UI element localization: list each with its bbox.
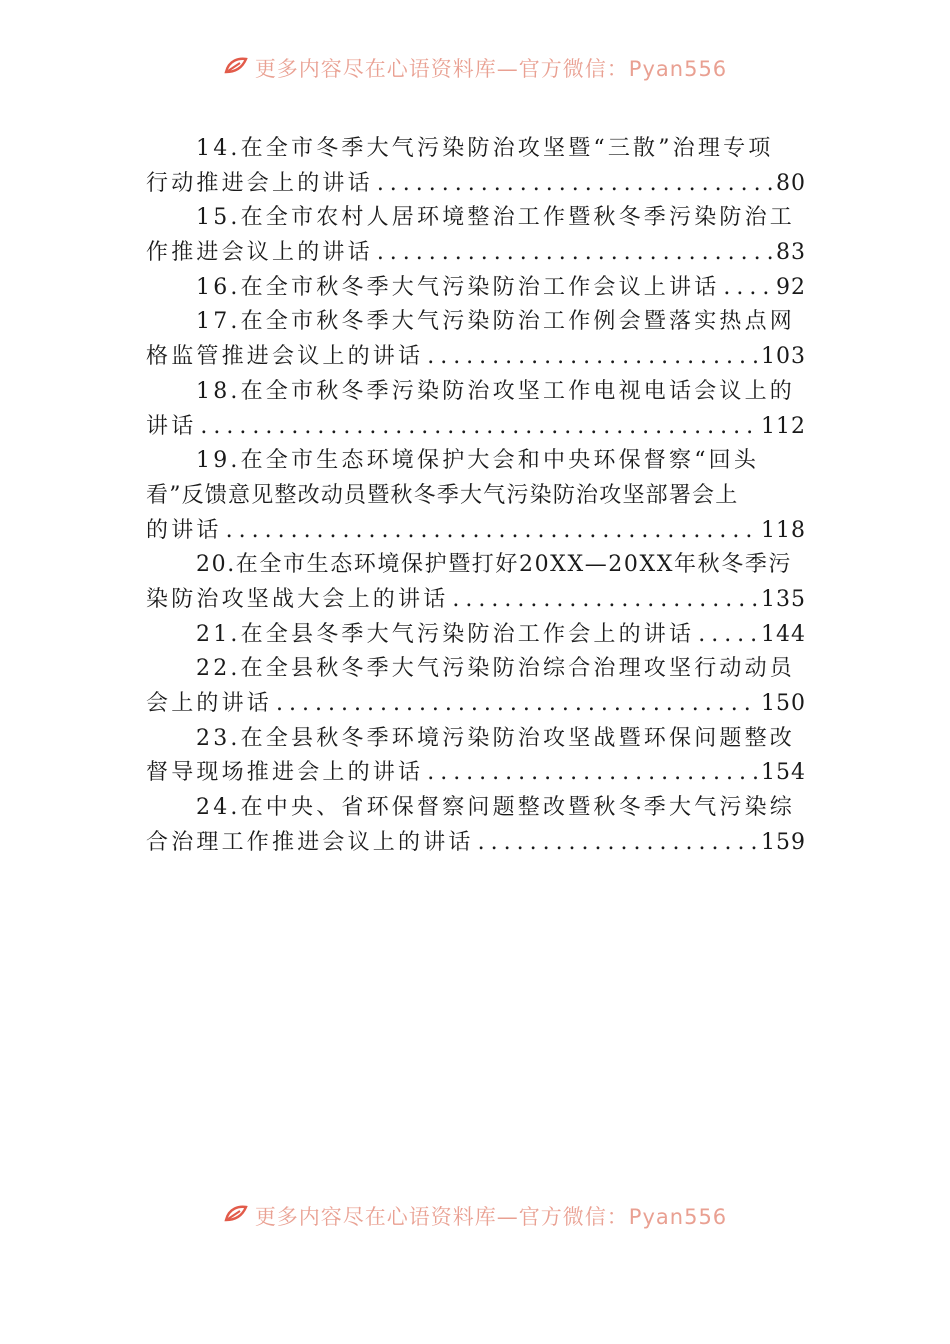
dot-leader [200,410,757,445]
dot-leader [226,514,757,549]
toc-entry-title-cont: 会上的讲话 [146,691,273,716]
toc-entry-title-middle: 看”反馈意见整改动员暨秋冬季大气污染防治攻坚部署会上 [146,482,739,508]
toc-entry-title: 16.在全市秋冬季大气污染防治工作会议上讲话 [196,274,720,300]
toc-entry-title-cont: 讲话 [146,413,197,439]
watermark-footer [0,1200,950,1240]
toc-entry-title-cont: 的讲话 [146,517,222,543]
dot-leader [698,618,757,653]
toc-entry-title: 17.在全市秋冬季大气污染防治工作例会暨落实热点网 [196,309,795,335]
dot-leader [427,756,757,791]
toc-entry-14[interactable] [146,132,806,201]
toc-entry-23[interactable] [146,722,806,791]
toc-page-number: 154 [761,760,806,786]
toc-entry-15[interactable] [146,201,806,270]
toc-entry-title: 18.在全市秋冬季污染防治攻坚工作电视电话会议上的 [196,378,795,404]
toc-entry-17[interactable] [146,305,806,374]
toc-entry-24[interactable] [146,791,806,860]
toc-page-number: 150 [761,691,806,716]
toc-entry-title: 15.在全市农村人居环境整治工作暨秋冬季污染防治工 [196,205,795,231]
toc-page-number: 92 [776,274,806,300]
toc-entry-title: 21.在全县冬季大气污染防治工作会上的讲话 [196,621,695,647]
toc-entry-title-cont: 染防治攻坚战大会上的讲话 [146,586,449,612]
toc-entry-title: 20.在全市生态环境保护暨打好20XX—20XX年秋冬季污 [196,552,793,578]
toc-page-number: 144 [761,621,806,647]
toc-entry-20[interactable] [146,548,806,617]
toc-page-number: 103 [761,344,806,370]
toc-entry-title: 19.在全市生态环境保护大会和中央环保督察“回头 [196,448,760,474]
dot-leader [452,583,757,618]
toc-page-number: 118 [761,517,806,543]
table-of-contents [146,132,806,860]
dot-leader [276,687,757,722]
toc-entry-title: 14.在全市冬季大气污染防治攻坚暨“三散”治理专项 [196,136,774,161]
leaf-logo-icon [223,56,249,80]
toc-entry-title-cont: 格监管推进会议上的讲话 [146,344,424,370]
toc-entry-title: 22.在全县秋冬季大气污染防治综合治理攻坚行动动员 [196,656,795,682]
toc-page-number: 83 [776,240,806,266]
toc-page-number: 112 [761,413,806,439]
watermark-header [0,52,950,92]
leaf-logo-icon [223,1204,249,1228]
watermark-text: 更多内容尽在心语资料库—官方微信：Pyan556 [254,57,728,81]
toc-page-number: 80 [776,170,806,196]
dot-leader [478,826,757,861]
toc-page-number: 159 [761,829,806,855]
dot-leader [377,236,772,271]
watermark-text: 更多内容尽在心语资料库—官方微信：Pyan556 [254,1205,728,1229]
toc-entry-21[interactable] [146,618,806,653]
toc-entry-22[interactable] [146,652,806,721]
toc-page-number: 135 [761,586,806,612]
toc-entry-18[interactable] [146,375,806,444]
toc-entry-title-cont: 行动推进会上的讲话 [146,170,373,196]
toc-entry-title-cont: 督导现场推进会上的讲话 [146,760,424,786]
toc-entry-title: 23.在全县秋冬季环境污染防治攻坚战暨环保问题整改 [196,725,795,751]
toc-entry-19[interactable] [146,444,806,548]
toc-entry-16[interactable] [146,271,806,306]
toc-entry-title-cont: 作推进会议上的讲话 [146,240,373,266]
toc-entry-title-cont: 合治理工作推进会议上的讲话 [146,829,474,855]
toc-entry-title: 24.在中央、省环保督察问题整改暨秋冬季大气污染综 [196,795,795,821]
dot-leader [427,340,757,375]
dot-leader [723,271,772,306]
dot-leader [377,167,772,202]
